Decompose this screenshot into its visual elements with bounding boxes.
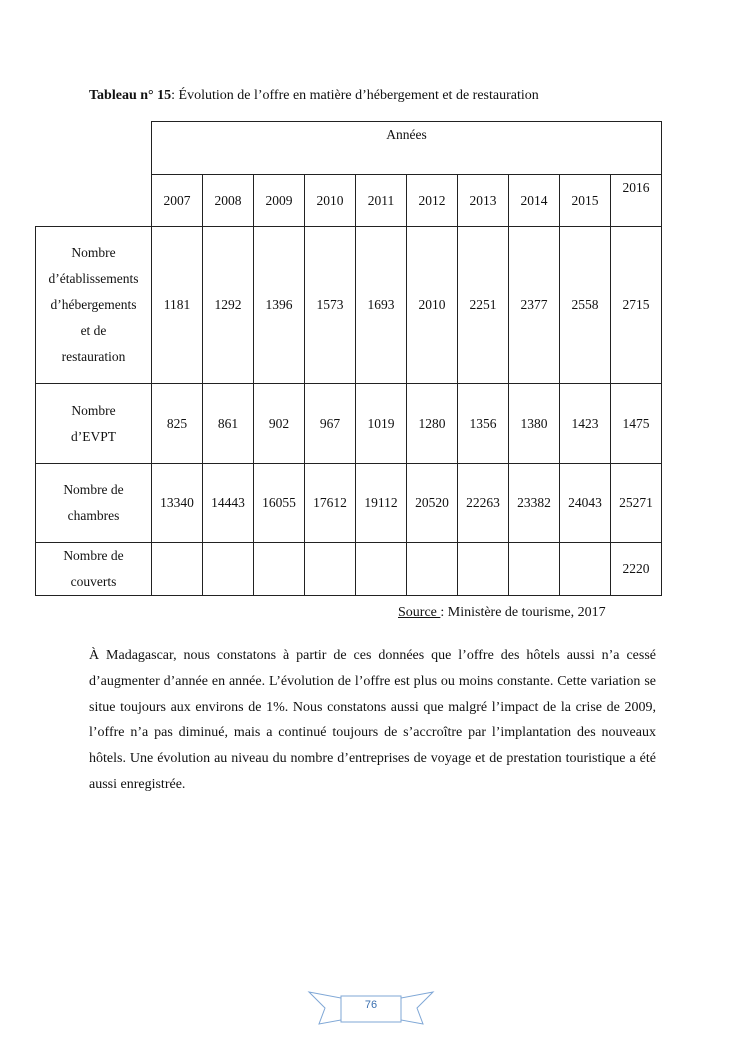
page-number-ribbon <box>307 990 435 1026</box>
table-cell <box>152 543 203 596</box>
table-caption-text: : Évolution de l’offre en matière d’hébergement et de restauration <box>171 88 539 103</box>
body-paragraph: À Madagascar, nous constatons à partir de ces données que l’offre des hôtels aussi n’a cessé d’augmenter d’année en année. L’évolution de l’offre est plus ou moins constante. Cette variation se situe toujours aux environs de 1%. Nous constatons aussi que malgré l’impact de la crise de 2009, l’offre n’a pas diminué, mais a continué toujours de s’accroître par l’implantation des nouveaux hôtels. Une évolution au niveau du nombre d’entreprises de voyage et de prestation touristique a été aussi enregistrée. <box>89 648 656 792</box>
table-cell <box>254 543 305 596</box>
row-label-line: restauration <box>61 349 126 364</box>
table-cell <box>356 543 407 596</box>
row-label-line: d’EVPT <box>71 428 116 444</box>
source-note <box>398 605 606 621</box>
table-cell: 19112 <box>356 464 407 543</box>
table-cell <box>305 543 356 596</box>
table-cell: 1181 <box>152 227 203 384</box>
table-cell: 23382 <box>509 464 560 543</box>
table-cell: 17612 <box>305 464 356 543</box>
row-label-line: d’établissements <box>48 271 139 286</box>
table-row <box>36 464 662 543</box>
row-label-line: Nombre <box>71 245 116 260</box>
year-header-cell: 2010 <box>305 175 356 227</box>
table-cell: 1280 <box>407 384 458 464</box>
table-cell: 2715 <box>611 227 662 384</box>
row-label-line: couverts <box>70 574 117 589</box>
year-header-cell: 2015 <box>560 175 611 227</box>
table-cell: 1396 <box>254 227 305 384</box>
table-header-row-group <box>36 122 662 175</box>
table-caption <box>89 88 539 104</box>
row-label <box>36 384 152 464</box>
table-cell: 1292 <box>203 227 254 384</box>
tourism-offer-table <box>35 121 662 596</box>
source-text: : Ministère de tourisme, 2017 <box>440 605 606 620</box>
table-cell <box>407 543 458 596</box>
year-header-cell: 2011 <box>356 175 407 227</box>
source-label: Source <box>398 605 441 620</box>
table-cell: 2251 <box>458 227 509 384</box>
table-cell: 14443 <box>203 464 254 543</box>
table-row <box>36 384 662 464</box>
table-cell: 1356 <box>458 384 509 464</box>
table-cell: 1380 <box>509 384 560 464</box>
row-label-line: Nombre <box>71 402 116 418</box>
table-cell: 1475 <box>611 384 662 464</box>
table-cell: 2220 <box>611 543 662 596</box>
table-cell: 25271 <box>611 464 662 543</box>
year-header-cell: 2009 <box>254 175 305 227</box>
table-corner-cell <box>36 122 152 227</box>
row-label <box>36 227 152 384</box>
table-cell: 861 <box>203 384 254 464</box>
table-cell: 1423 <box>560 384 611 464</box>
row-label-line: Nombre de <box>63 548 124 563</box>
year-header-cell: 2007 <box>152 175 203 227</box>
table-cell: 20520 <box>407 464 458 543</box>
year-header-cell: 2016 <box>611 175 662 227</box>
table-row <box>36 543 662 596</box>
table-cell <box>458 543 509 596</box>
year-header-cell: 2013 <box>458 175 509 227</box>
table-cell <box>509 543 560 596</box>
table-cell <box>560 543 611 596</box>
table-cell: 16055 <box>254 464 305 543</box>
year-header-cell: 2012 <box>407 175 458 227</box>
table-cell: 2010 <box>407 227 458 384</box>
table-cell: 1573 <box>305 227 356 384</box>
years-group-header: Années <box>152 122 662 175</box>
table-cell: 1693 <box>356 227 407 384</box>
table-cell: 902 <box>254 384 305 464</box>
table-caption-label: Tableau n° 15 <box>89 88 172 103</box>
table-cell: 2377 <box>509 227 560 384</box>
year-header-cell: 2008 <box>203 175 254 227</box>
table-row <box>36 227 662 384</box>
table-cell: 1019 <box>356 384 407 464</box>
table-cell <box>203 543 254 596</box>
table-cell: 2558 <box>560 227 611 384</box>
page-number: 76 <box>364 999 378 1011</box>
row-label-line: et de <box>80 323 107 338</box>
table-cell: 825 <box>152 384 203 464</box>
year-header-cell: 2014 <box>509 175 560 227</box>
row-label <box>36 543 152 596</box>
table-cell: 24043 <box>560 464 611 543</box>
row-label <box>36 464 152 543</box>
table-cell: 22263 <box>458 464 509 543</box>
row-label-line: chambres <box>67 508 120 523</box>
table-cell: 13340 <box>152 464 203 543</box>
table-cell: 967 <box>305 384 356 464</box>
row-label-line: Nombre de <box>63 482 124 497</box>
row-label-line: d’hébergements <box>50 297 137 312</box>
